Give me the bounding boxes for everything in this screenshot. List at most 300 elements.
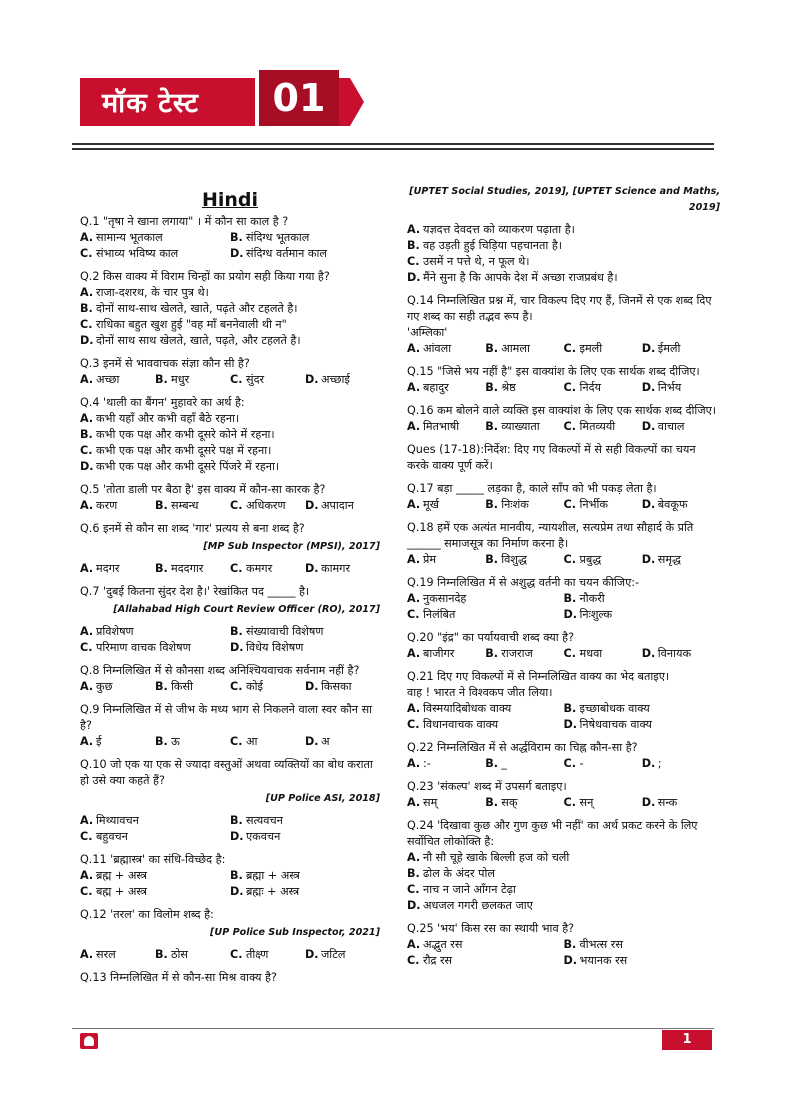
question-text: Q.11 'ब्रह्मास्त्र' का संधि-विच्छेद है:	[80, 853, 226, 866]
option-letter: A.	[80, 373, 94, 386]
option-text: ढोल के अंदर पोल	[423, 867, 495, 880]
answer-options	[407, 497, 720, 513]
answer-option	[642, 646, 720, 662]
option-text: निर्दय	[579, 381, 602, 394]
option-text: प्रबुद्ध	[579, 553, 602, 566]
option-text: आ	[246, 735, 258, 748]
answer-options	[80, 868, 380, 900]
option-text: अधजल गगरी छलकत जाए	[423, 899, 533, 912]
option-letter: B.	[230, 625, 243, 638]
answer-option	[230, 947, 305, 963]
option-text: ;	[657, 757, 662, 770]
question-block	[80, 395, 380, 475]
answer-option	[80, 868, 230, 884]
answer-option	[230, 372, 305, 388]
question-block	[80, 356, 380, 388]
header-rule-1	[72, 143, 714, 145]
answer-options	[407, 795, 720, 811]
option-text: सुंदर	[246, 373, 265, 386]
option-text: किसका	[321, 680, 352, 693]
option-text: संख्यावाची विशेषण	[246, 625, 324, 638]
answer-option	[80, 427, 380, 443]
question-text: Q.20 "इंद्र" का पर्यायवाची शब्द क्या है?	[407, 631, 575, 644]
option-letter: D.	[641, 757, 656, 770]
answer-option	[407, 380, 485, 396]
left-column	[80, 188, 380, 993]
question-text: Q.24 'दिखावा कुछ और गुण कुछ भी नहीं' का अर्थ प्रकट करने के लिए सर्वोचित लोकोक्ति है:	[407, 819, 698, 848]
option-letter: D.	[230, 885, 244, 898]
question-source: [Allahabad High Court Review Officer (RO), 2017]	[113, 604, 380, 615]
option-text: अपादान	[321, 499, 354, 512]
option-text: मितभाषी	[423, 420, 460, 433]
answer-option	[485, 497, 563, 513]
question-block	[80, 214, 380, 262]
question-block	[407, 520, 720, 568]
option-letter: D.	[641, 381, 656, 394]
option-letter: A.	[407, 553, 421, 566]
answer-options	[407, 591, 720, 623]
option-text: संदिग्ध भूतकाल	[246, 231, 310, 244]
option-letter: D.	[230, 830, 244, 843]
option-letter: D.	[230, 641, 244, 654]
question-block	[80, 663, 380, 695]
answer-option	[80, 230, 230, 246]
option-letter: C.	[563, 647, 576, 660]
question-source: [UP Police Sub Inspector, 2021]	[210, 927, 380, 938]
question-text: Q.8 निम्नलिखित में से कौनसा शब्द अनिश्चियवाचक सर्वनाम नहीं है?	[80, 664, 360, 677]
option-letter: C.	[407, 608, 420, 621]
option-letter: B.	[155, 373, 168, 386]
question-block	[407, 779, 720, 811]
question-block	[407, 575, 720, 623]
option-text: मैंने सुना है कि आपके देश में अच्छा राजप्रबंध है।	[423, 271, 618, 284]
answer-option	[80, 372, 155, 388]
answer-option	[305, 561, 380, 577]
question-block	[407, 403, 720, 435]
answer-option	[564, 756, 642, 772]
option-text: तीक्ष्ण	[246, 948, 269, 961]
question-text: Q.2 किस वाक्य में विराम चिन्हों का प्रयोग सही किया गया है?	[80, 270, 330, 283]
option-text: प्रविशेषण	[96, 625, 134, 638]
option-letter: B.	[563, 702, 577, 715]
option-letter: D.	[641, 420, 656, 433]
question-block	[407, 630, 720, 662]
right-column	[407, 182, 720, 976]
answer-options	[407, 552, 720, 568]
question-text: Q.6 इनमें से कौन सा शब्द 'गार' प्रत्यय से बना शब्द है?	[80, 522, 305, 535]
option-text: आमला	[501, 342, 530, 355]
option-letter: C.	[407, 954, 420, 967]
answer-option	[485, 646, 563, 662]
answer-option	[80, 679, 155, 695]
answer-option	[407, 497, 485, 513]
option-text: उसमें न पत्ते थे, न फूल थे।	[423, 255, 530, 268]
question-block	[407, 481, 720, 513]
answer-option	[230, 868, 380, 884]
question-text: Q.21 दिए गए विकल्पों में से निम्नलिखित वाक्य का भेद बताइए।	[407, 670, 670, 683]
answer-option	[485, 756, 563, 772]
option-text: निर्भीक	[579, 498, 608, 511]
answer-option	[407, 937, 564, 953]
option-text: राजा-दशरथ, के चार पुत्र थे।	[96, 286, 209, 299]
answer-option	[230, 246, 380, 262]
answer-option	[155, 679, 230, 695]
option-letter: D.	[563, 608, 578, 621]
option-letter: B.	[485, 757, 499, 770]
answer-option	[407, 591, 564, 607]
answer-options	[80, 372, 380, 388]
option-letter: D.	[641, 342, 656, 355]
answer-option	[407, 341, 485, 357]
question-block	[80, 757, 380, 845]
option-letter: A.	[407, 223, 421, 236]
answer-option	[642, 756, 720, 772]
question-text: Q.9 निम्नलिखित में से जीभ के मध्य भाग से निकलने वाला स्वर कौन सा है?	[80, 703, 373, 732]
answer-option	[407, 882, 720, 898]
answer-options	[407, 380, 720, 396]
answer-option	[407, 866, 720, 882]
answer-option	[642, 552, 720, 568]
option-letter: B.	[407, 239, 420, 252]
option-text: वीभत्स रस	[579, 938, 623, 951]
option-text: भयानक रस	[579, 954, 628, 967]
option-text: मिथ्यावचन	[96, 814, 139, 827]
option-letter: B.	[485, 647, 499, 660]
answer-option	[564, 953, 721, 969]
answer-option	[230, 624, 380, 640]
answer-option	[305, 372, 380, 388]
option-text: सामान्य भूतकाल	[96, 231, 163, 244]
question-text: Q.25 'भय' किस रस का स्थायी भाव है?	[407, 922, 575, 935]
option-text: नुकसानदेह	[423, 592, 467, 605]
option-text: :-	[423, 757, 431, 770]
option-text: एकवचन	[246, 830, 281, 843]
option-letter: C.	[407, 883, 420, 896]
option-letter: C.	[80, 247, 93, 260]
option-text: संदिग्ध वर्तमान काल	[246, 247, 328, 260]
question-block	[407, 740, 720, 772]
option-letter: C.	[563, 796, 576, 809]
option-text: कभी यहाँ और कभी वहाँ बैठे रहना।	[96, 412, 240, 425]
option-text: सम्बन्ध	[171, 499, 199, 512]
option-letter: B.	[155, 562, 168, 575]
answer-option	[564, 419, 642, 435]
answer-option	[485, 380, 563, 396]
answer-option	[564, 717, 721, 733]
option-letter: D.	[305, 499, 319, 512]
answer-option	[230, 679, 305, 695]
question-block	[407, 818, 720, 914]
question-text: Q.16 कम बोलने वाले व्यक्ति इस वाक्यांश के लिए एक सार्थक शब्द दीजिए।	[407, 404, 717, 417]
option-text: दोनों साथ-साथ खेलते, खाते, पढ़ते और टहलते है।	[96, 302, 298, 315]
option-text: मदगर	[96, 562, 120, 575]
question-text: Q.19 निम्नलिखित में से अशुद्ध वर्तनी का चयन कीजिए:-	[407, 576, 640, 589]
option-text: कभी एक पक्ष और कभी दूसरे कोने में रहना।	[96, 428, 275, 441]
question-source: [UPTET Social Studies, 2019], [UPTET Science and Maths, 2019]	[409, 186, 720, 213]
question-text: Q.23 'संकल्प' शब्द में उपसर्ग बताइए।	[407, 780, 567, 793]
option-letter: A.	[80, 869, 94, 882]
option-letter: B.	[155, 680, 168, 693]
option-letter: D.	[407, 899, 421, 912]
question-block	[80, 852, 380, 900]
question-block	[407, 184, 720, 286]
question-text: Q.15 "जिसे भय नहीं है" इस वाक्यांश के लिए एक सार्थक शब्द दीजिए।	[407, 365, 700, 378]
option-text: इच्छाबोधक वाक्य	[579, 702, 650, 715]
option-letter: D.	[641, 498, 656, 511]
answer-option	[80, 640, 230, 656]
answer-option	[80, 624, 230, 640]
option-text: वाचाल	[657, 420, 685, 433]
answer-option	[305, 947, 380, 963]
answer-option	[80, 884, 230, 900]
option-text: अद्भुत रस	[423, 938, 463, 951]
question-text: Q.17 बड़ा _____ लड़का है, काले साँप को भी पकड़ लेता है।	[407, 482, 657, 495]
option-letter: D.	[305, 373, 319, 386]
option-letter: A.	[407, 647, 421, 660]
option-letter: A.	[80, 948, 94, 961]
option-letter: A.	[407, 342, 421, 355]
answer-option	[155, 561, 230, 577]
option-text: श्रेष्ठ	[501, 381, 516, 394]
answer-option	[230, 884, 380, 900]
option-text: परिमाण वाचक विशेषण	[96, 641, 191, 654]
answer-option	[80, 829, 230, 845]
option-letter: A.	[407, 702, 421, 715]
question-text: Q.18 हमें एक अत्यंत मानवीय, न्यायशील, सत्यप्रेम तथा सौहार्द के प्रति ______ समाजसूत्र का निर्माण करना है।	[407, 521, 694, 550]
answer-option	[564, 591, 721, 607]
option-letter: D.	[641, 647, 656, 660]
option-letter: B.	[485, 553, 499, 566]
option-letter: B.	[80, 428, 93, 441]
answer-option	[642, 795, 720, 811]
option-letter: A.	[407, 851, 421, 864]
answer-option	[155, 947, 230, 963]
question-block	[80, 482, 380, 514]
option-letter: C.	[80, 318, 93, 331]
option-text: राधिका बहुत खुश हुई "वह माँ बननेवाली थी न"	[96, 318, 287, 331]
question-block	[80, 269, 380, 349]
option-letter: D.	[305, 735, 319, 748]
answer-option	[407, 254, 720, 270]
option-text: _	[501, 757, 507, 770]
option-letter: C.	[563, 420, 576, 433]
option-letter: C.	[563, 757, 576, 770]
answer-option	[230, 498, 305, 514]
option-letter: B.	[155, 735, 168, 748]
option-letter: A.	[80, 625, 94, 638]
option-letter: B.	[80, 302, 93, 315]
answer-option	[80, 301, 380, 317]
option-letter: D.	[80, 334, 94, 347]
answer-option	[80, 561, 155, 577]
option-letter: A.	[80, 231, 94, 244]
option-text: रौद्र रस	[423, 954, 453, 967]
answer-option	[305, 734, 380, 750]
option-letter: B.	[485, 796, 499, 809]
option-letter: A.	[80, 499, 94, 512]
option-letter: B.	[485, 498, 499, 511]
option-text: यज्ञदत्त देवदत्त को व्याकरण पढ़ाता है।	[423, 223, 575, 236]
answer-options	[407, 937, 720, 969]
answer-option	[642, 497, 720, 513]
question-block	[407, 921, 720, 969]
question-text: Q.12 'तरल' का विलोम शब्द है:	[80, 908, 214, 921]
option-text: बाजीगर	[423, 647, 455, 660]
question-block	[407, 364, 720, 396]
answer-option	[564, 552, 642, 568]
answer-option	[407, 850, 720, 866]
answer-option	[305, 679, 380, 695]
answer-option	[407, 756, 485, 772]
answer-option	[407, 607, 564, 623]
question-text: Q.3 इनमें से भाववाचक संज्ञा कौन सी है?	[80, 357, 250, 370]
option-letter: C.	[80, 641, 93, 654]
answer-option	[642, 341, 720, 357]
option-letter: A.	[80, 680, 94, 693]
answer-options	[407, 341, 720, 357]
option-letter: C.	[230, 499, 243, 512]
answer-option	[155, 498, 230, 514]
answer-option	[407, 270, 720, 286]
option-text: ऊ	[171, 735, 180, 748]
header-rule-2	[72, 148, 714, 150]
question-text: Q.22 निम्नलिखित में से अर्द्धविराम का चिह्न कौन-सा है?	[407, 741, 638, 754]
option-text: ब्रह्मा + अस्त्र	[246, 869, 300, 882]
option-text: राजराज	[501, 647, 533, 660]
option-text: निर्भय	[657, 381, 682, 394]
option-letter: D.	[641, 796, 656, 809]
option-text: कोई	[246, 680, 263, 693]
option-letter: A.	[407, 757, 421, 770]
option-letter: D.	[407, 271, 421, 284]
question-block	[407, 442, 720, 474]
question-block	[407, 669, 720, 733]
option-text: संभाव्य भविष्य काल	[96, 247, 179, 260]
option-text: बेवकूफ	[657, 498, 688, 511]
option-letter: A.	[407, 498, 421, 511]
option-letter: C.	[563, 498, 576, 511]
option-text: सत्यवचन	[246, 814, 283, 827]
option-letter: B.	[563, 938, 577, 951]
option-letter: C.	[230, 373, 243, 386]
option-letter: B.	[230, 814, 243, 827]
answer-options	[80, 561, 380, 577]
option-text: जटिल	[321, 948, 346, 961]
option-text: मददगार	[171, 562, 204, 575]
answer-option	[642, 380, 720, 396]
option-text: निलंबित	[423, 608, 456, 621]
question-text: Q.5 'तोता डाली पर बैठा है' इस वाक्य में कौन-सा कारक है?	[80, 483, 326, 496]
answer-option	[407, 701, 564, 717]
answer-option	[485, 341, 563, 357]
answer-option	[485, 552, 563, 568]
answer-option	[407, 795, 485, 811]
answer-options	[407, 646, 720, 662]
option-text: नौ सौ चूहे खाके बिल्ली हज को चली	[423, 851, 570, 864]
option-text: सक्	[501, 796, 518, 809]
answer-options	[407, 756, 720, 772]
option-text: सम्	[423, 796, 438, 809]
answer-option	[80, 734, 155, 750]
option-letter: C.	[230, 562, 243, 575]
option-letter: A.	[407, 938, 421, 951]
question-block	[80, 584, 380, 656]
answer-option	[230, 813, 380, 829]
option-letter: C.	[563, 381, 576, 394]
answer-options	[80, 947, 380, 963]
option-text: व्याख्याता	[501, 420, 540, 433]
option-letter: C.	[563, 342, 576, 355]
option-letter: B.	[485, 342, 499, 355]
option-text: कमगर	[246, 562, 273, 575]
answer-option	[230, 829, 380, 845]
option-letter: D.	[305, 562, 319, 575]
question-extra-text: 'अम्लिका'	[407, 326, 448, 339]
option-text: किसी	[171, 680, 193, 693]
answer-option	[80, 947, 155, 963]
option-text: कुछ	[96, 680, 113, 693]
option-text: बहुवचन	[96, 830, 128, 843]
option-text: प्रेम	[423, 553, 437, 566]
answer-option	[230, 734, 305, 750]
option-text: सरल	[96, 948, 116, 961]
option-letter: B.	[155, 948, 168, 961]
option-letter: D.	[563, 954, 578, 967]
banner-title: मॉक टेस्ट	[102, 88, 199, 119]
option-text: मधुर	[171, 373, 190, 386]
option-letter: A.	[407, 796, 421, 809]
answer-options	[80, 624, 380, 656]
answer-options	[80, 679, 380, 695]
answer-option	[407, 646, 485, 662]
answer-option	[80, 246, 230, 262]
answer-option	[564, 380, 642, 396]
option-text: विनायक	[657, 647, 692, 660]
answer-options	[407, 222, 720, 286]
answer-option	[80, 443, 380, 459]
answer-option	[564, 795, 642, 811]
option-text: अधिकरण	[246, 499, 286, 512]
option-text: समृद्ध	[657, 553, 681, 566]
banner-number: 01	[255, 70, 339, 126]
page-number: 1	[662, 1030, 712, 1050]
question-block	[80, 907, 380, 963]
option-text: निषेधवाचक वाक्य	[579, 718, 652, 731]
option-letter: B.	[230, 231, 243, 244]
option-letter: A.	[80, 814, 94, 827]
option-text: विशुद्ध	[501, 553, 527, 566]
answer-option	[80, 285, 380, 301]
question-block	[407, 293, 720, 357]
answer-option	[80, 813, 230, 829]
option-text: मधवा	[579, 647, 603, 660]
option-text: कामगर	[321, 562, 351, 575]
option-text: करण	[96, 499, 118, 512]
right-question-list	[407, 184, 720, 969]
question-block	[80, 702, 380, 750]
answer-options	[407, 701, 720, 733]
answer-option	[407, 717, 564, 733]
answer-option	[564, 701, 721, 717]
question-block	[80, 521, 380, 577]
option-letter: B.	[230, 869, 243, 882]
option-text: ठोस	[171, 948, 188, 961]
answer-option	[80, 498, 155, 514]
answer-option	[407, 419, 485, 435]
option-letter: D.	[230, 247, 244, 260]
option-text: मूर्ख	[423, 498, 439, 511]
answer-option	[80, 333, 380, 349]
